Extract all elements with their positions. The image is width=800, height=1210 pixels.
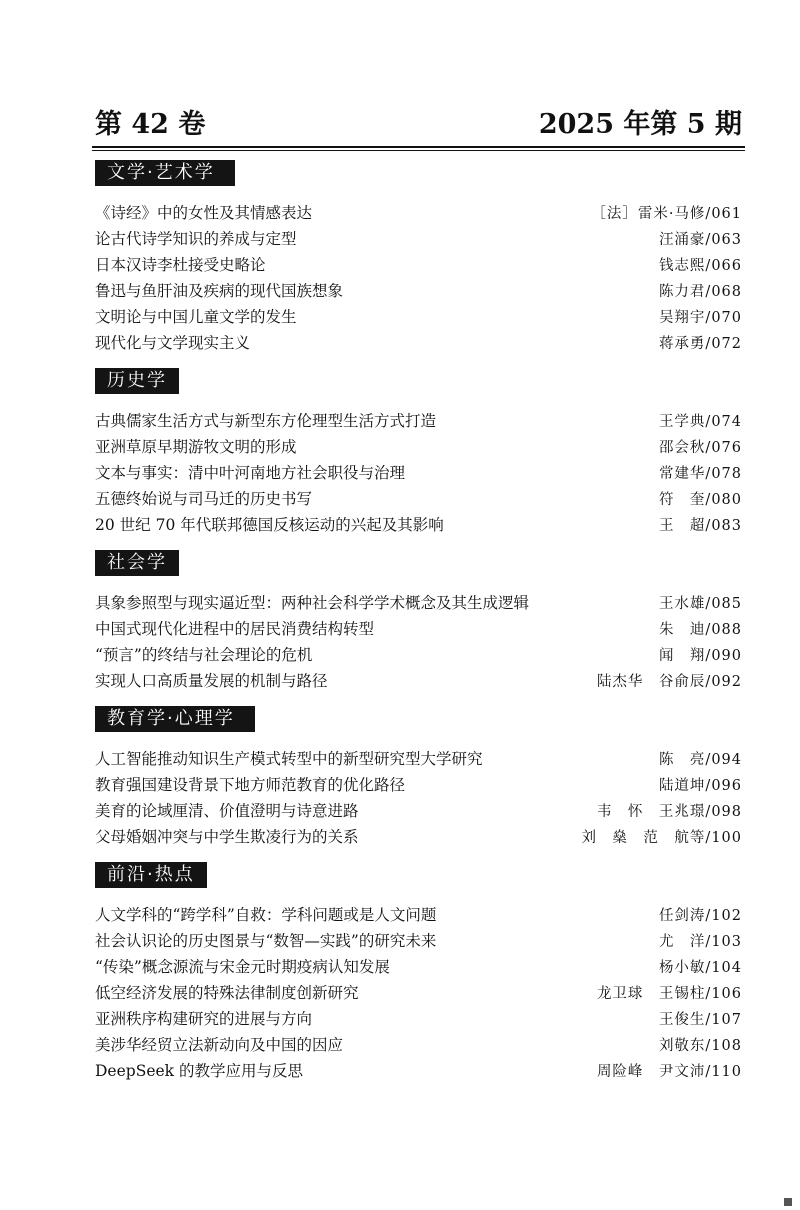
entry-title: “预言”的终结与社会理论的危机 — [95, 646, 313, 664]
entry-title: 《诗经》中的女性及其情感表达 — [95, 204, 313, 222]
entry-title: 论古代诗学知识的养成与定型 — [95, 230, 297, 248]
toc-entry[interactable] — [95, 616, 742, 642]
entry-title: 父母婚姻冲突与中学生欺凌行为的关系 — [95, 828, 359, 846]
entry-title: 人文学科的“跨学科”自救：学科问题或是人文问题 — [95, 906, 437, 924]
section-education-psychology — [95, 706, 742, 850]
table-of-contents — [95, 160, 742, 1084]
issue-label: 2025 年第 5 期 — [538, 109, 742, 140]
entry-title: “传染”概念源流与宋金元时期疫病认知发展 — [95, 958, 390, 976]
entry-byline: 龙卫球 王锡柱/106 — [596, 986, 742, 1002]
entry-byline: 符 奎/080 — [658, 492, 742, 508]
section-label: 前沿·热点 — [95, 862, 207, 888]
entry-byline: 王水雄/085 — [658, 596, 742, 612]
entry-byline: 任剑涛/102 — [658, 908, 742, 924]
toc-entry[interactable] — [95, 928, 742, 954]
toc-entry[interactable] — [95, 902, 742, 928]
entry-byline: 陆道坤/096 — [658, 778, 742, 794]
entry-title: 教育强国建设背景下地方师范教育的优化路径 — [95, 776, 406, 794]
qr-icon — [784, 1198, 792, 1206]
entry-title: 美涉华经贸立法新动向及中国的因应 — [95, 1036, 344, 1054]
entry-byline: 刘敬东/108 — [658, 1038, 742, 1054]
toc-entry[interactable] — [95, 330, 742, 356]
entry-title: 社会认识论的历史图景与“数智—实践”的研究未来 — [95, 932, 437, 950]
toc-entry[interactable] — [95, 642, 742, 668]
entry-title: 具象参照型与现实逼近型：两种社会科学学术概念及其生成逻辑 — [95, 594, 530, 612]
toc-entry[interactable] — [95, 278, 742, 304]
toc-entry[interactable] — [95, 824, 742, 850]
section-frontier-hotspots — [95, 862, 742, 1084]
entry-byline: 周险峰 尹文沛/110 — [596, 1064, 742, 1080]
toc-entry[interactable] — [95, 304, 742, 330]
watermark-logo — [784, 1197, 794, 1206]
toc-entry[interactable] — [95, 954, 742, 980]
entry-byline: 杨小敏/104 — [658, 960, 742, 976]
toc-entry[interactable] — [95, 408, 742, 434]
toc-entry[interactable] — [95, 200, 742, 226]
entry-byline: 汪涌豪/063 — [658, 232, 742, 248]
entry-title: 古典儒家生活方式与新型东方伦理型生活方式打造 — [95, 412, 437, 430]
entry-title: 亚洲草原早期游牧文明的形成 — [95, 438, 297, 456]
entry-byline: 刘 燊 范 航等/100 — [581, 830, 742, 846]
entry-byline: 常建华/078 — [658, 466, 742, 482]
entry-byline: 蒋承勇/072 — [658, 336, 742, 352]
entry-byline: 王学典/074 — [658, 414, 742, 430]
toc-entry[interactable] — [95, 434, 742, 460]
toc-entry[interactable] — [95, 1006, 742, 1032]
entry-title: 亚洲秩序构建研究的进展与方向 — [95, 1010, 313, 1028]
entry-byline: 闻 翔/090 — [658, 648, 742, 664]
entry-byline: 王 超/083 — [658, 518, 742, 534]
toc-entry[interactable] — [95, 980, 742, 1006]
entry-title: 鲁迅与鱼肝油及疾病的现代国族想象 — [95, 282, 344, 300]
section-label: 社会学 — [95, 550, 179, 576]
toc-entry[interactable] — [95, 1058, 742, 1084]
entry-title: 中国式现代化进程中的居民消费结构转型 — [95, 620, 375, 638]
entry-byline: 朱 迪/088 — [658, 622, 742, 638]
toc-entry[interactable] — [95, 798, 742, 824]
entry-title: 20 世纪 70 年代联邦德国反核运动的兴起及其影响 — [95, 516, 444, 534]
toc-entry[interactable] — [95, 746, 742, 772]
section-sociology — [95, 550, 742, 694]
toc-entry[interactable] — [95, 590, 742, 616]
entry-byline: 吴翔宇/070 — [658, 310, 742, 326]
entry-title: DeepSeek 的教学应用与反思 — [95, 1062, 303, 1080]
entry-title: 日本汉诗李杜接受史略论 — [95, 256, 266, 274]
entry-byline: 王俊生/107 — [658, 1012, 742, 1028]
toc-entry[interactable] — [95, 252, 742, 278]
toc-entry[interactable] — [95, 668, 742, 694]
entry-title: 低空经济发展的特殊法律制度创新研究 — [95, 984, 359, 1002]
entry-title: 美育的论域厘清、价值澄明与诗意进路 — [95, 802, 359, 820]
entry-title: 文本与事实：清中叶河南地方社会职役与治理 — [95, 464, 406, 482]
entry-title: 人工智能推动知识生产模式转型中的新型研究型大学研究 — [95, 750, 483, 768]
toc-entry[interactable] — [95, 772, 742, 798]
toc-entry[interactable] — [95, 460, 742, 486]
entry-byline: 钱志熙/066 — [658, 258, 742, 274]
toc-entry[interactable] — [95, 512, 742, 538]
header-divider — [92, 146, 745, 151]
toc-entry[interactable] — [95, 226, 742, 252]
toc-entry[interactable] — [95, 486, 742, 512]
entry-byline: 陈 亮/094 — [658, 752, 742, 768]
entry-byline: 陈力君/068 — [658, 284, 742, 300]
toc-entry[interactable] — [95, 1032, 742, 1058]
section-literature-art — [95, 160, 742, 356]
volume-label: 第 42 卷 — [95, 109, 206, 140]
section-label: 文学·艺术学 — [95, 160, 235, 186]
entry-byline: ［法］雷米·马修/061 — [591, 206, 742, 222]
entry-title: 文明论与中国儿童文学的发生 — [95, 308, 297, 326]
entry-byline: 陆杰华 谷俞辰/092 — [596, 674, 742, 690]
entry-byline: 韦 怀 王兆璟/098 — [596, 804, 742, 820]
section-label: 教育学·心理学 — [95, 706, 255, 732]
entry-byline: 邵会秋/076 — [658, 440, 742, 456]
section-history — [95, 368, 742, 538]
entry-title: 实现人口高质量发展的机制与路径 — [95, 672, 328, 690]
entry-title: 现代化与文学现实主义 — [95, 334, 251, 352]
entry-byline: 尤 洋/103 — [658, 934, 742, 950]
section-label: 历史学 — [95, 368, 179, 394]
journal-header — [95, 107, 742, 143]
entry-title: 五德终始说与司马迁的历史书写 — [95, 490, 313, 508]
